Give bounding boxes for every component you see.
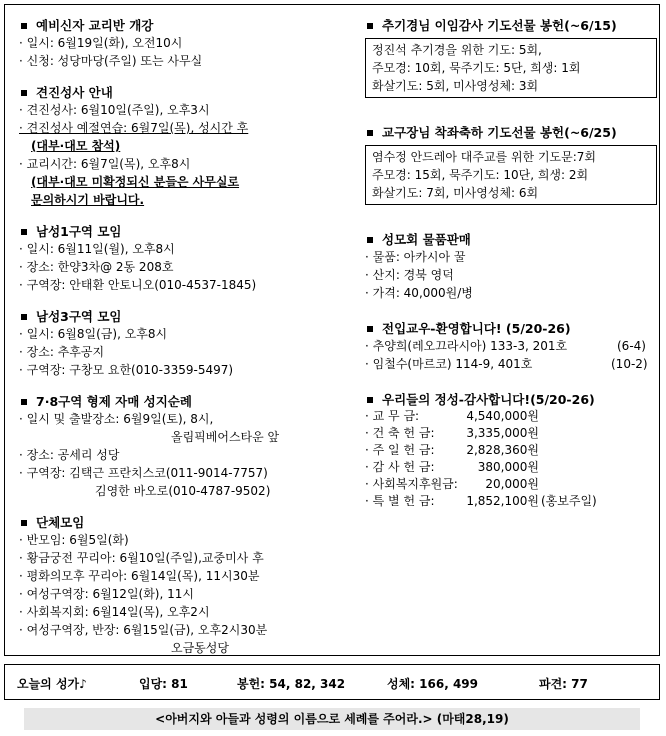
offering-row bbox=[365, 408, 657, 425]
bible-quote: <아버지와 아들과 성령의 이름으로 세례를 주어라.> (마태28,19) bbox=[24, 708, 640, 730]
info-line: · 신청: 성당마당(주일) 또는 사무실 bbox=[19, 54, 203, 68]
section-offerings bbox=[365, 391, 657, 510]
info-line: · 장소: 공세리 성당 bbox=[19, 448, 120, 462]
prayer-box bbox=[365, 38, 657, 98]
info-line: · 구역장: 안태환 안토니오(010-4537-1845) bbox=[19, 278, 257, 292]
square-bullet-icon bbox=[367, 23, 373, 29]
info-line: · 일시: 6월11일(월), 오후8시 bbox=[19, 242, 175, 256]
info-line: · 견진성사: 6월10일(주일), 오후3시 bbox=[19, 103, 210, 117]
hymn-recessional: 파견: 77 bbox=[539, 677, 588, 691]
offering-label: · 사회복지후원금: bbox=[365, 477, 458, 491]
offering-note bbox=[539, 476, 541, 493]
offering-amount: 380,000원 bbox=[477, 460, 539, 474]
offering-amount: 1,852,100원 bbox=[466, 494, 539, 508]
info-line: · 사회복지회: 6월14일(목), 오후2시 bbox=[19, 605, 210, 619]
section-group-meetings bbox=[19, 514, 349, 657]
offering-label: · 주 일 헌 금: bbox=[365, 443, 435, 457]
square-bullet-icon bbox=[21, 23, 27, 29]
offering-note bbox=[539, 442, 541, 459]
hymn-entrance: 입당: 81 bbox=[139, 677, 188, 691]
info-line: · 평화의모후 꾸리아: 6월14일(목), 11시30분 bbox=[19, 569, 260, 583]
offering-row bbox=[365, 476, 657, 493]
section-archbishop-prayer-gift bbox=[365, 124, 657, 205]
info-line: · 물품: 아카시아 꿀 bbox=[365, 250, 466, 264]
offering-note bbox=[539, 459, 541, 476]
info-line: 정진석 추기경을 위한 기도: 5회, bbox=[372, 43, 542, 57]
section-pilgrimage bbox=[19, 393, 349, 500]
info-line: 화살기도: 7회, 미사영성체: 6회 bbox=[372, 186, 539, 200]
section-title: 견진성사 안내 bbox=[36, 85, 113, 100]
hymn-communion: 성체: 166, 499 bbox=[387, 677, 478, 691]
info-line: · 여성구역장: 6월12일(화), 11시 bbox=[19, 587, 194, 601]
section-title: 성모회 물품판매 bbox=[382, 232, 471, 247]
info-line: · 황금궁전 꾸리아: 6월10일(주일),교중미사 후 bbox=[19, 551, 264, 565]
info-line: 화살기도: 5회, 미사영성체: 3회 bbox=[372, 79, 539, 93]
info-line: · 일시: 6월19일(화), 오전10시 bbox=[19, 36, 183, 50]
info-line: · 교리시간: 6월7일(목), 오후8시 bbox=[19, 157, 191, 171]
section-title: 예비신자 교리반 개강 bbox=[36, 18, 154, 33]
section-title: 우리들의 정성-감사합니다!(5/20-26) bbox=[382, 392, 595, 407]
square-bullet-icon bbox=[367, 397, 373, 403]
info-line: · 일시: 6월8일(금), 오후8시 bbox=[19, 327, 168, 341]
new-member-district: (10-2) bbox=[611, 357, 648, 371]
square-bullet-icon bbox=[21, 399, 27, 405]
square-bullet-icon bbox=[21, 520, 27, 526]
square-bullet-icon bbox=[367, 237, 373, 243]
info-line: 주모경: 15회, 묵주기도: 10단, 희생: 2회 bbox=[372, 168, 589, 182]
section-catechumen-class bbox=[19, 17, 349, 70]
hymn-bar bbox=[4, 664, 660, 700]
offering-row bbox=[365, 459, 657, 476]
offering-amount: 3,335,000원 bbox=[466, 426, 539, 440]
info-line: · 여성구역장, 반장: 6월15일(금), 오후2시30분 bbox=[19, 623, 268, 637]
info-line: (대부·대모 참석) bbox=[31, 139, 121, 153]
info-line: · 산지: 경북 영덕 bbox=[365, 268, 454, 282]
offering-amount: 4,540,000원 bbox=[466, 409, 539, 423]
offering-row bbox=[365, 425, 657, 442]
square-bullet-icon bbox=[21, 229, 27, 235]
offering-note bbox=[539, 425, 541, 442]
info-line: 염수정 안드레아 대주교를 위한 기도문:7회 bbox=[372, 150, 597, 164]
new-member-name: · 추양희(레오끄라시아) 133-3, 201호 bbox=[365, 339, 568, 353]
offering-row bbox=[365, 442, 657, 459]
section-cardinal-prayer-gift bbox=[365, 17, 657, 98]
info-line: · 가격: 40,000원/병 bbox=[365, 286, 473, 300]
section-men-district-3 bbox=[19, 308, 349, 379]
offering-label: · 건 축 헌 금: bbox=[365, 426, 435, 440]
prayer-box bbox=[365, 145, 657, 205]
hymn-offertory: 봉헌: 54, 82, 342 bbox=[237, 677, 346, 691]
section-men-district-1 bbox=[19, 223, 349, 294]
section-title: 남성1구역 모임 bbox=[36, 224, 122, 239]
square-bullet-icon bbox=[21, 90, 27, 96]
section-title: 단체모임 bbox=[36, 515, 85, 530]
offering-label: · 감 사 헌 금: bbox=[365, 460, 435, 474]
section-title: 추기경님 이임감사 기도선물 봉헌(~6/15) bbox=[382, 18, 617, 33]
square-bullet-icon bbox=[367, 130, 373, 136]
info-line: · 견진성사 예절연습: 6월7일(목), 성시간 후 bbox=[19, 121, 249, 135]
info-line bbox=[365, 355, 657, 373]
left-column bbox=[19, 17, 349, 671]
square-bullet-icon bbox=[21, 314, 27, 320]
info-line: 오금동성당 bbox=[171, 641, 229, 655]
info-line: 올림픽베어스타운 앞 bbox=[171, 430, 280, 444]
info-line: 김영한 바오로(010-4787-9502) bbox=[95, 484, 271, 498]
info-line: · 일시 및 출발장소: 6월9일(토), 8시, bbox=[19, 412, 214, 426]
section-title: 남성3구역 모임 bbox=[36, 309, 122, 324]
offering-note bbox=[539, 408, 541, 425]
new-member-district: (6-4) bbox=[617, 339, 646, 353]
offering-row bbox=[365, 493, 657, 510]
info-line bbox=[365, 337, 657, 355]
offering-note: (홍보주일) bbox=[541, 494, 597, 508]
section-confirmation bbox=[19, 84, 349, 209]
section-title: 교구장님 착좌축하 기도선물 봉헌(~6/25) bbox=[382, 125, 617, 140]
bulletin-main-box bbox=[4, 4, 660, 656]
info-line: (대부·대모 미확정되신 분들은 사무실로 bbox=[31, 175, 240, 189]
section-mothers-sale bbox=[365, 231, 657, 302]
info-line: · 장소: 추후공지 bbox=[19, 345, 105, 359]
offering-label: · 특 별 헌 금: bbox=[365, 494, 435, 508]
new-member-name: · 임철수(마르코) 114-9, 401호 bbox=[365, 357, 533, 371]
square-bullet-icon bbox=[367, 326, 373, 332]
info-line: · 구역장: 김택근 프란치스코(011-9014-7757) bbox=[19, 466, 268, 480]
info-line: · 반모임: 6월5일(화) bbox=[19, 533, 129, 547]
right-column bbox=[365, 17, 657, 524]
offering-list bbox=[365, 408, 657, 510]
offering-amount: 2,828,360원 bbox=[466, 443, 539, 457]
offering-amount: 20,000원 bbox=[485, 477, 539, 491]
section-title: 전입교우-환영합니다! (5/20-26) bbox=[382, 321, 571, 336]
section-title: 7·8구역 형제 자매 성지순례 bbox=[36, 394, 192, 409]
info-line: 문의하시기 바랍니다. bbox=[31, 193, 145, 207]
info-line: · 장소: 한양3차@ 2동 208호 bbox=[19, 260, 174, 274]
info-line: 주모경: 10회, 묵주기도: 5단, 희생: 1회 bbox=[372, 61, 581, 75]
offering-label: · 교 무 금: bbox=[365, 409, 420, 423]
section-new-parishioners bbox=[365, 320, 657, 373]
hymn-label: 오늘의 성가♪ bbox=[17, 677, 87, 691]
info-line: · 구역장: 구창모 요한(010-3359-5497) bbox=[19, 363, 234, 377]
